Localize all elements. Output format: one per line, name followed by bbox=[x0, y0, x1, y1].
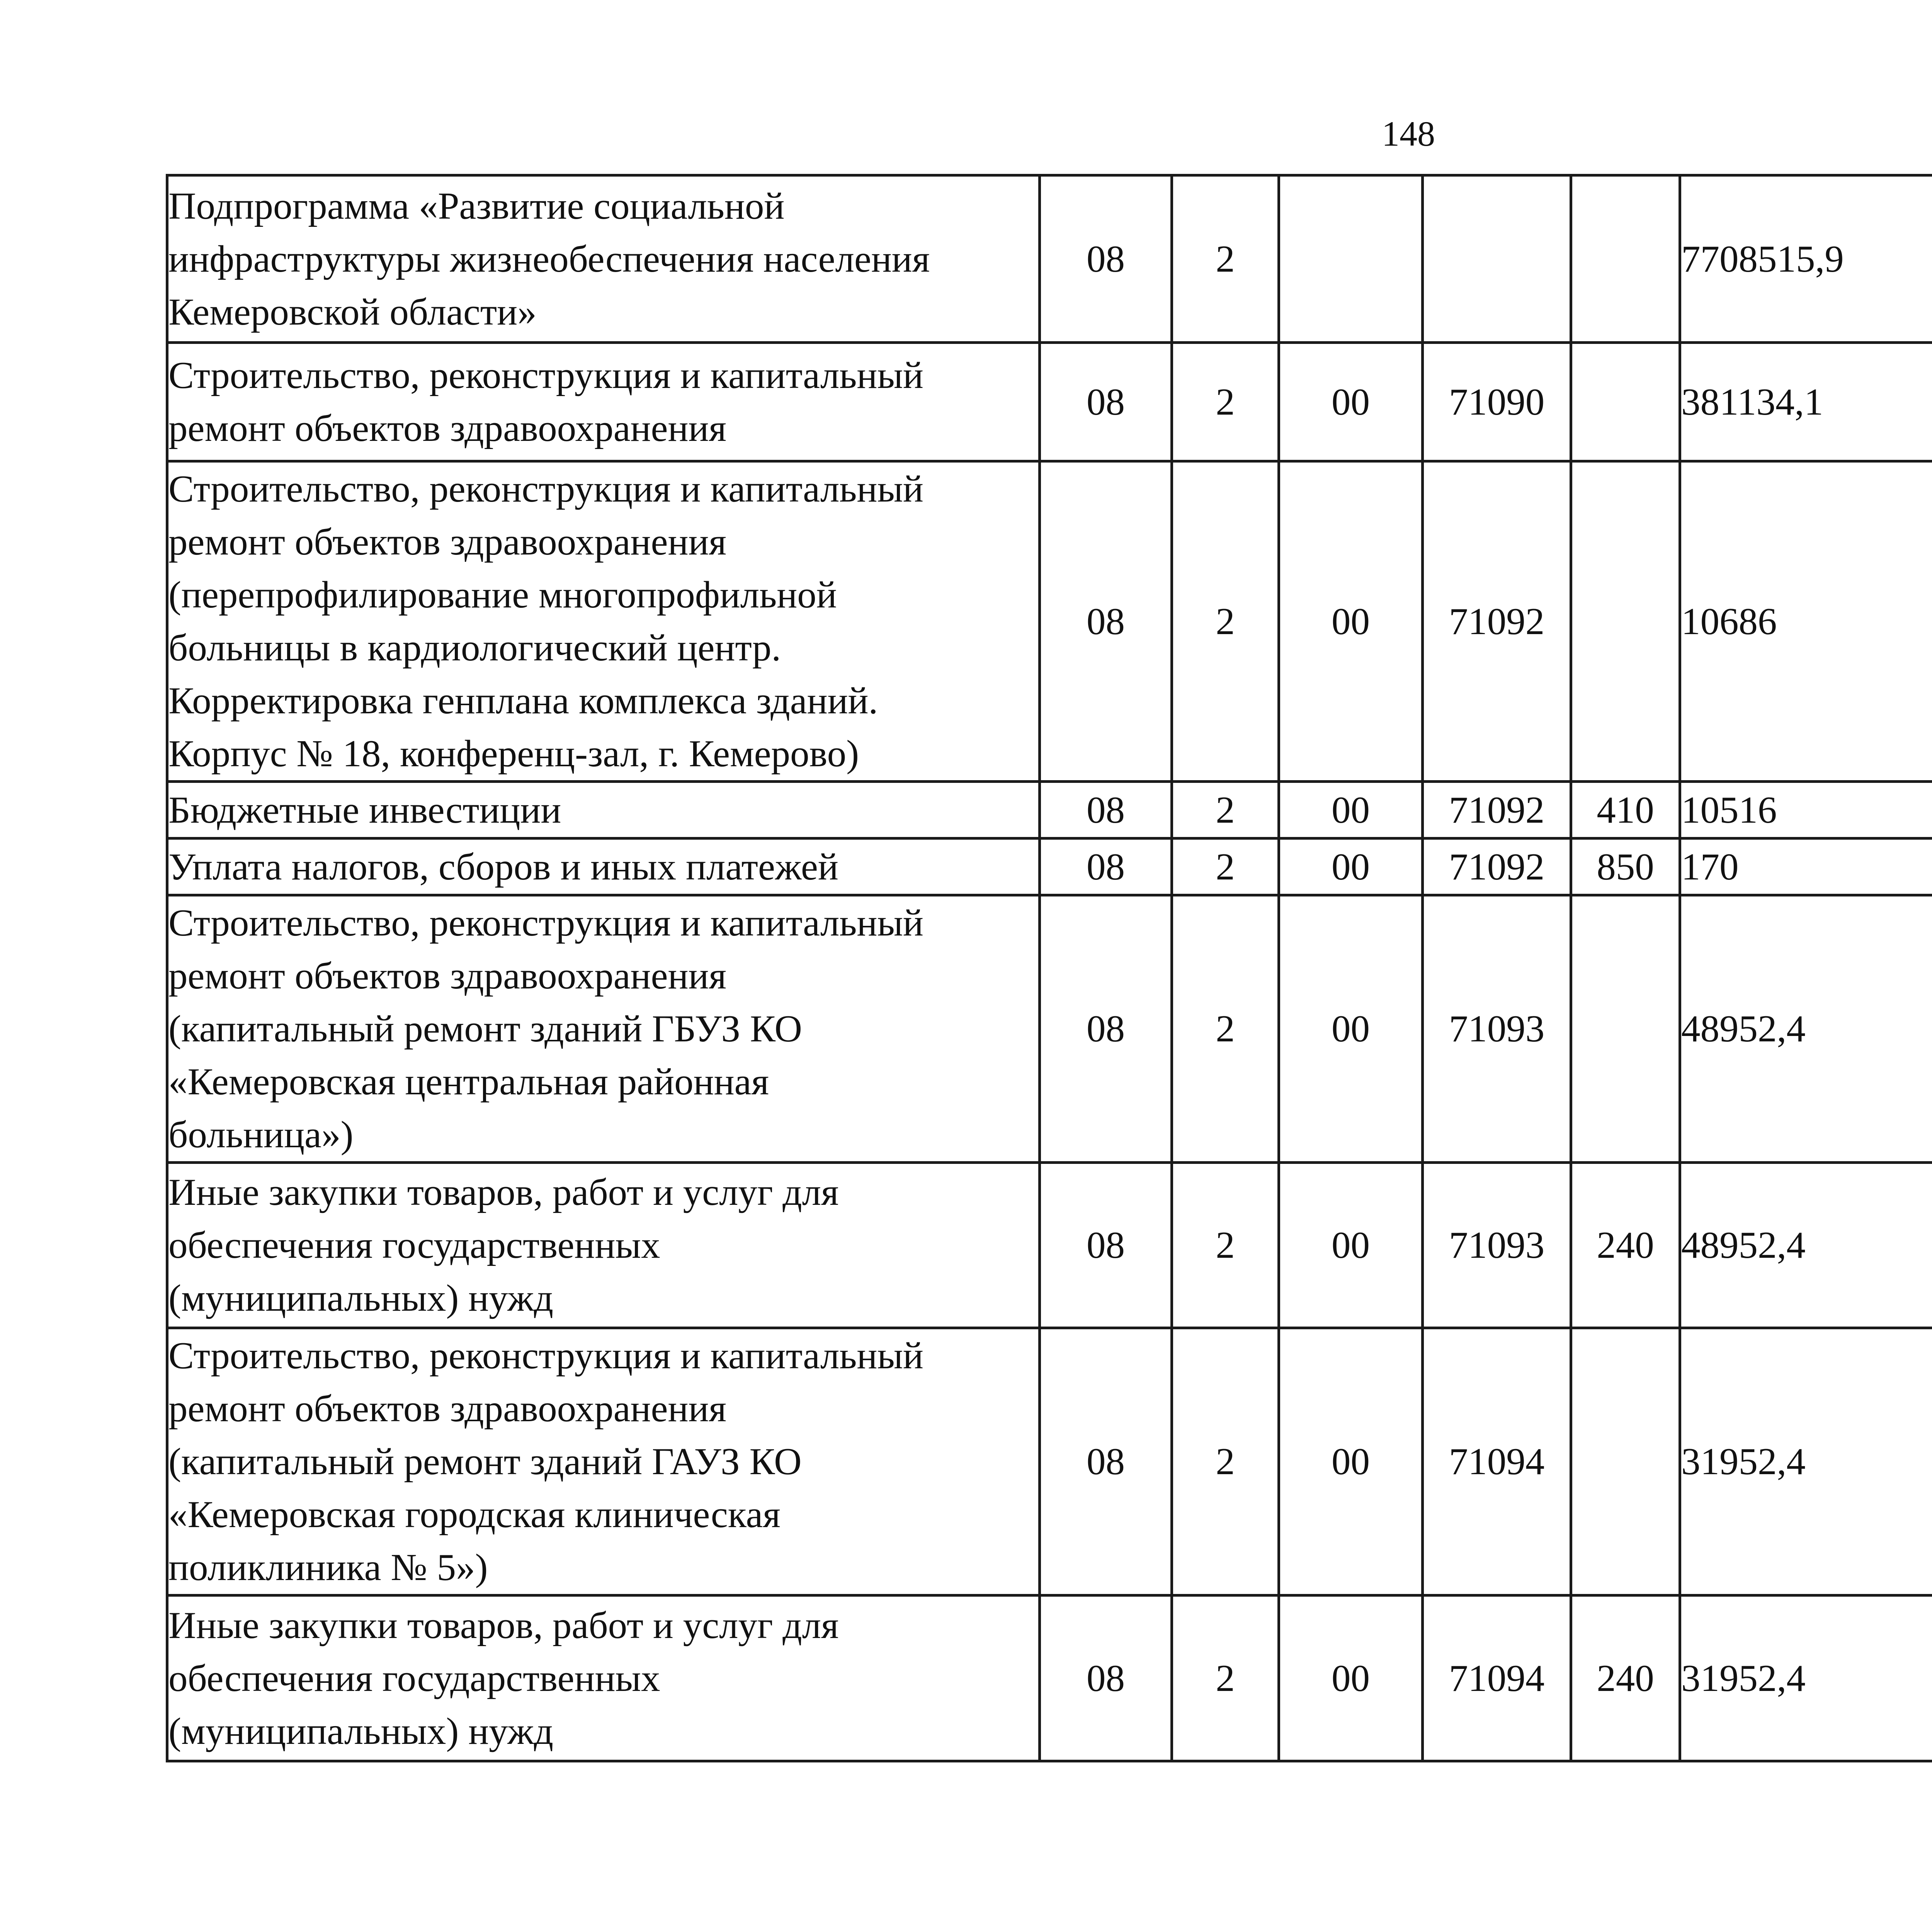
amount-year1-cell: 381134,1 bbox=[1680, 343, 1932, 461]
table-row bbox=[167, 1596, 1932, 1761]
section-code-cell: 08 bbox=[1040, 461, 1172, 782]
article-code-cell bbox=[1423, 175, 1571, 343]
description-line: инфраструктуры жизнеобеспечения населения bbox=[168, 238, 930, 280]
description-line: (муниципальных) нужд bbox=[168, 1277, 554, 1319]
article-code-cell: 71092 bbox=[1423, 461, 1571, 782]
expense-type-cell bbox=[1571, 1328, 1680, 1596]
description-line: Кемеровской области» bbox=[168, 291, 537, 333]
description-line: ремонт объектов здравоохранения bbox=[168, 407, 726, 449]
table-row bbox=[167, 782, 1932, 839]
program-code-cell: 00 bbox=[1279, 895, 1423, 1163]
description-cell bbox=[167, 175, 1040, 343]
subsection-code-cell: 2 bbox=[1172, 1163, 1279, 1328]
description-line: Строительство, реконструкция и капитальный bbox=[168, 1335, 923, 1377]
section-code-cell: 08 bbox=[1040, 1328, 1172, 1596]
amount-year1-cell: 10516 bbox=[1680, 782, 1932, 839]
amount-year1-cell: 10686 bbox=[1680, 461, 1932, 782]
article-code-cell: 71094 bbox=[1423, 1596, 1571, 1761]
section-code-cell: 08 bbox=[1040, 1596, 1172, 1761]
table-row bbox=[167, 1163, 1932, 1328]
program-code-cell bbox=[1279, 175, 1423, 343]
budget-table bbox=[166, 174, 1932, 1762]
table-row bbox=[167, 895, 1932, 1163]
article-code-cell: 71092 bbox=[1423, 782, 1571, 839]
table-row bbox=[167, 839, 1932, 895]
expense-type-cell: 240 bbox=[1571, 1163, 1680, 1328]
table-row bbox=[167, 175, 1932, 343]
description-line: Уплата налогов, сборов и иных платежей bbox=[168, 845, 838, 888]
subsection-code-cell: 2 bbox=[1172, 1328, 1279, 1596]
description-line: ремонт объектов здравоохранения bbox=[168, 955, 726, 997]
description-line: «Кемеровская центральная районная bbox=[168, 1061, 769, 1103]
description-line: (капитальный ремонт зданий ГБУЗ КО bbox=[168, 1008, 802, 1050]
section-code-cell: 08 bbox=[1040, 1163, 1172, 1328]
expense-type-cell bbox=[1571, 175, 1680, 343]
description-line: Строительство, реконструкция и капитальный bbox=[168, 902, 923, 944]
amount-year1-cell: 48952,4 bbox=[1680, 895, 1932, 1163]
program-code-cell: 00 bbox=[1279, 1328, 1423, 1596]
table-row bbox=[167, 461, 1932, 782]
description-line: больница») bbox=[168, 1114, 354, 1156]
description-line: обеспечения государственных bbox=[168, 1657, 660, 1699]
section-code-cell: 08 bbox=[1040, 175, 1172, 343]
description-line: Строительство, реконструкция и капитальный bbox=[168, 354, 923, 396]
description-cell bbox=[167, 1328, 1040, 1596]
amount-year1-cell: 48952,4 bbox=[1680, 1163, 1932, 1328]
description-cell bbox=[167, 461, 1040, 782]
description-line: поликлиника № 5») bbox=[168, 1546, 488, 1589]
subsection-code-cell: 2 bbox=[1172, 175, 1279, 343]
table-body bbox=[167, 175, 1932, 1761]
program-code-cell: 00 bbox=[1279, 1163, 1423, 1328]
description-line: (муниципальных) нужд bbox=[168, 1710, 554, 1752]
description-line: Корректировка генплана комплекса зданий. bbox=[168, 680, 878, 722]
page-number: 148 bbox=[1382, 114, 1435, 153]
description-line: «Кемеровская городская клиническая bbox=[168, 1493, 781, 1536]
description-line: Подпрограмма «Развитие социальной bbox=[168, 185, 785, 227]
description-cell bbox=[167, 895, 1040, 1163]
description-cell bbox=[167, 782, 1040, 839]
program-code-cell: 00 bbox=[1279, 1596, 1423, 1761]
expense-type-cell bbox=[1571, 343, 1680, 461]
section-code-cell: 08 bbox=[1040, 895, 1172, 1163]
article-code-cell: 71090 bbox=[1423, 343, 1571, 461]
description-line: (перепрофилирование многопрофильной bbox=[168, 574, 837, 616]
description-line: (капитальный ремонт зданий ГАУЗ КО bbox=[168, 1441, 802, 1483]
subsection-code-cell: 2 bbox=[1172, 343, 1279, 461]
expense-type-cell: 240 bbox=[1571, 1596, 1680, 1761]
subsection-code-cell: 2 bbox=[1172, 895, 1279, 1163]
expense-type-cell bbox=[1571, 895, 1680, 1163]
amount-year1-cell: 170 bbox=[1680, 839, 1932, 895]
section-code-cell: 08 bbox=[1040, 839, 1172, 895]
table-row bbox=[167, 343, 1932, 461]
expense-type-cell bbox=[1571, 461, 1680, 782]
description-cell bbox=[167, 1596, 1040, 1761]
article-code-cell: 71093 bbox=[1423, 895, 1571, 1163]
article-code-cell: 71094 bbox=[1423, 1328, 1571, 1596]
expense-type-cell: 410 bbox=[1571, 782, 1680, 839]
description-cell bbox=[167, 839, 1040, 895]
description-line: Бюджетные инвестиции bbox=[168, 789, 561, 831]
program-code-cell: 00 bbox=[1279, 782, 1423, 839]
amount-year1-cell: 7708515,9 bbox=[1680, 175, 1932, 343]
subsection-code-cell: 2 bbox=[1172, 461, 1279, 782]
description-line: Иные закупки товаров, работ и услуг для bbox=[168, 1604, 839, 1647]
description-line: Строительство, реконструкция и капитальный bbox=[168, 468, 923, 510]
subsection-code-cell: 2 bbox=[1172, 782, 1279, 839]
description-line: Корпус № 18, конференц-зал, г. Кемерово) bbox=[168, 733, 859, 775]
subsection-code-cell: 2 bbox=[1172, 1596, 1279, 1761]
description-line: Иные закупки товаров, работ и услуг для bbox=[168, 1171, 839, 1213]
program-code-cell: 00 bbox=[1279, 461, 1423, 782]
amount-year1-cell: 31952,4 bbox=[1680, 1596, 1932, 1761]
article-code-cell: 71093 bbox=[1423, 1163, 1571, 1328]
table-row bbox=[167, 1328, 1932, 1596]
article-code-cell: 71092 bbox=[1423, 839, 1571, 895]
subsection-code-cell: 2 bbox=[1172, 839, 1279, 895]
expense-type-cell: 850 bbox=[1571, 839, 1680, 895]
program-code-cell: 00 bbox=[1279, 839, 1423, 895]
description-line: больницы в кардиологический центр. bbox=[168, 627, 781, 669]
amount-year1-cell: 31952,4 bbox=[1680, 1328, 1932, 1596]
program-code-cell: 00 bbox=[1279, 343, 1423, 461]
section-code-cell: 08 bbox=[1040, 343, 1172, 461]
description-cell bbox=[167, 1163, 1040, 1328]
description-line: обеспечения государственных bbox=[168, 1224, 660, 1266]
description-cell bbox=[167, 343, 1040, 461]
section-code-cell: 08 bbox=[1040, 782, 1172, 839]
description-line: ремонт объектов здравоохранения bbox=[168, 521, 726, 563]
description-line: ремонт объектов здравоохранения bbox=[168, 1388, 726, 1430]
